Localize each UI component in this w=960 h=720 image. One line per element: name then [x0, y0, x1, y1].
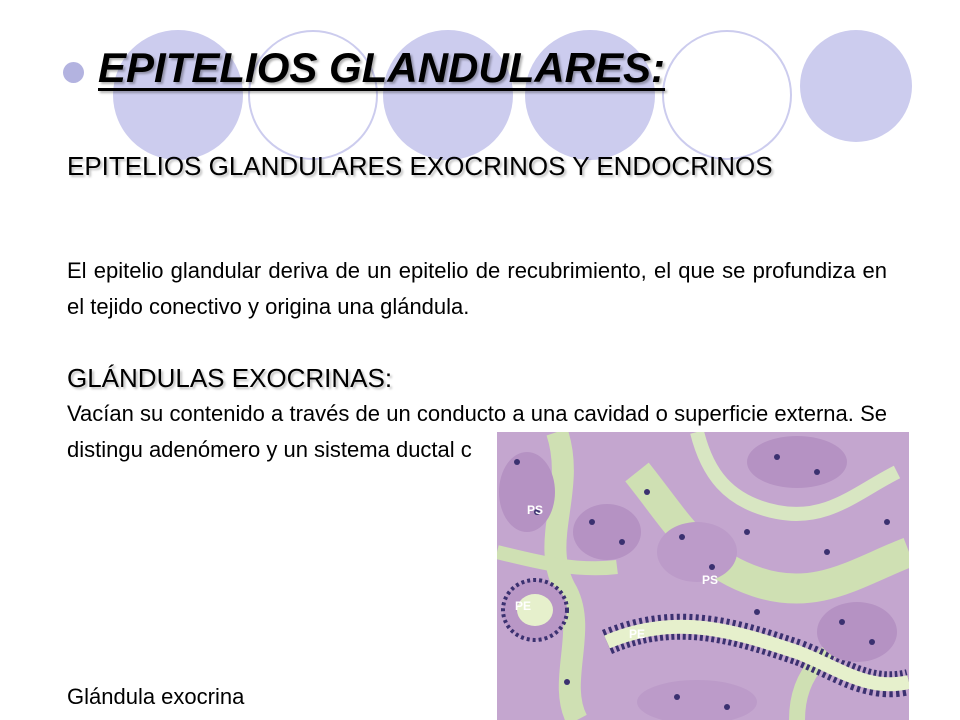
exocrine-paragraph: Vacían su contenido a través de un conducto a una cavidad o superficie externa. Se distingu adenómero y un sistema ductal c [67, 401, 887, 462]
exocrine-gland-micrograph [497, 432, 909, 720]
intro-paragraph: El epitelio glandular deriva de un epitelio de recubrimiento, el que se profundiza en el tejido conectivo y origina una glándula. [67, 258, 887, 319]
decor-circle-6 [800, 30, 912, 142]
acinus-2 [573, 504, 641, 560]
label-ps-2: PS [702, 573, 719, 587]
section-subheading: EPITELIOS GLANDULARES EXOCRINOS Y ENDOCRINOS [67, 151, 773, 181]
acinus-4 [747, 436, 847, 488]
title-bullet [63, 62, 84, 83]
acinus-1 [499, 452, 555, 532]
label-pe-2: PE [629, 627, 646, 641]
figure-caption: Glándula exocrina [67, 684, 245, 709]
acinus-5 [817, 602, 897, 662]
exocrine-heading: GLÁNDULAS EXOCRINAS: [67, 363, 393, 393]
decor-circle-5 [662, 30, 792, 160]
label-pe-1: PE [515, 599, 532, 613]
slide-title: EPITELIOS GLANDULARES: [98, 44, 666, 91]
label-ps-1: PS [527, 503, 544, 517]
acinus-3 [657, 522, 737, 582]
micrograph-svg [497, 432, 909, 720]
